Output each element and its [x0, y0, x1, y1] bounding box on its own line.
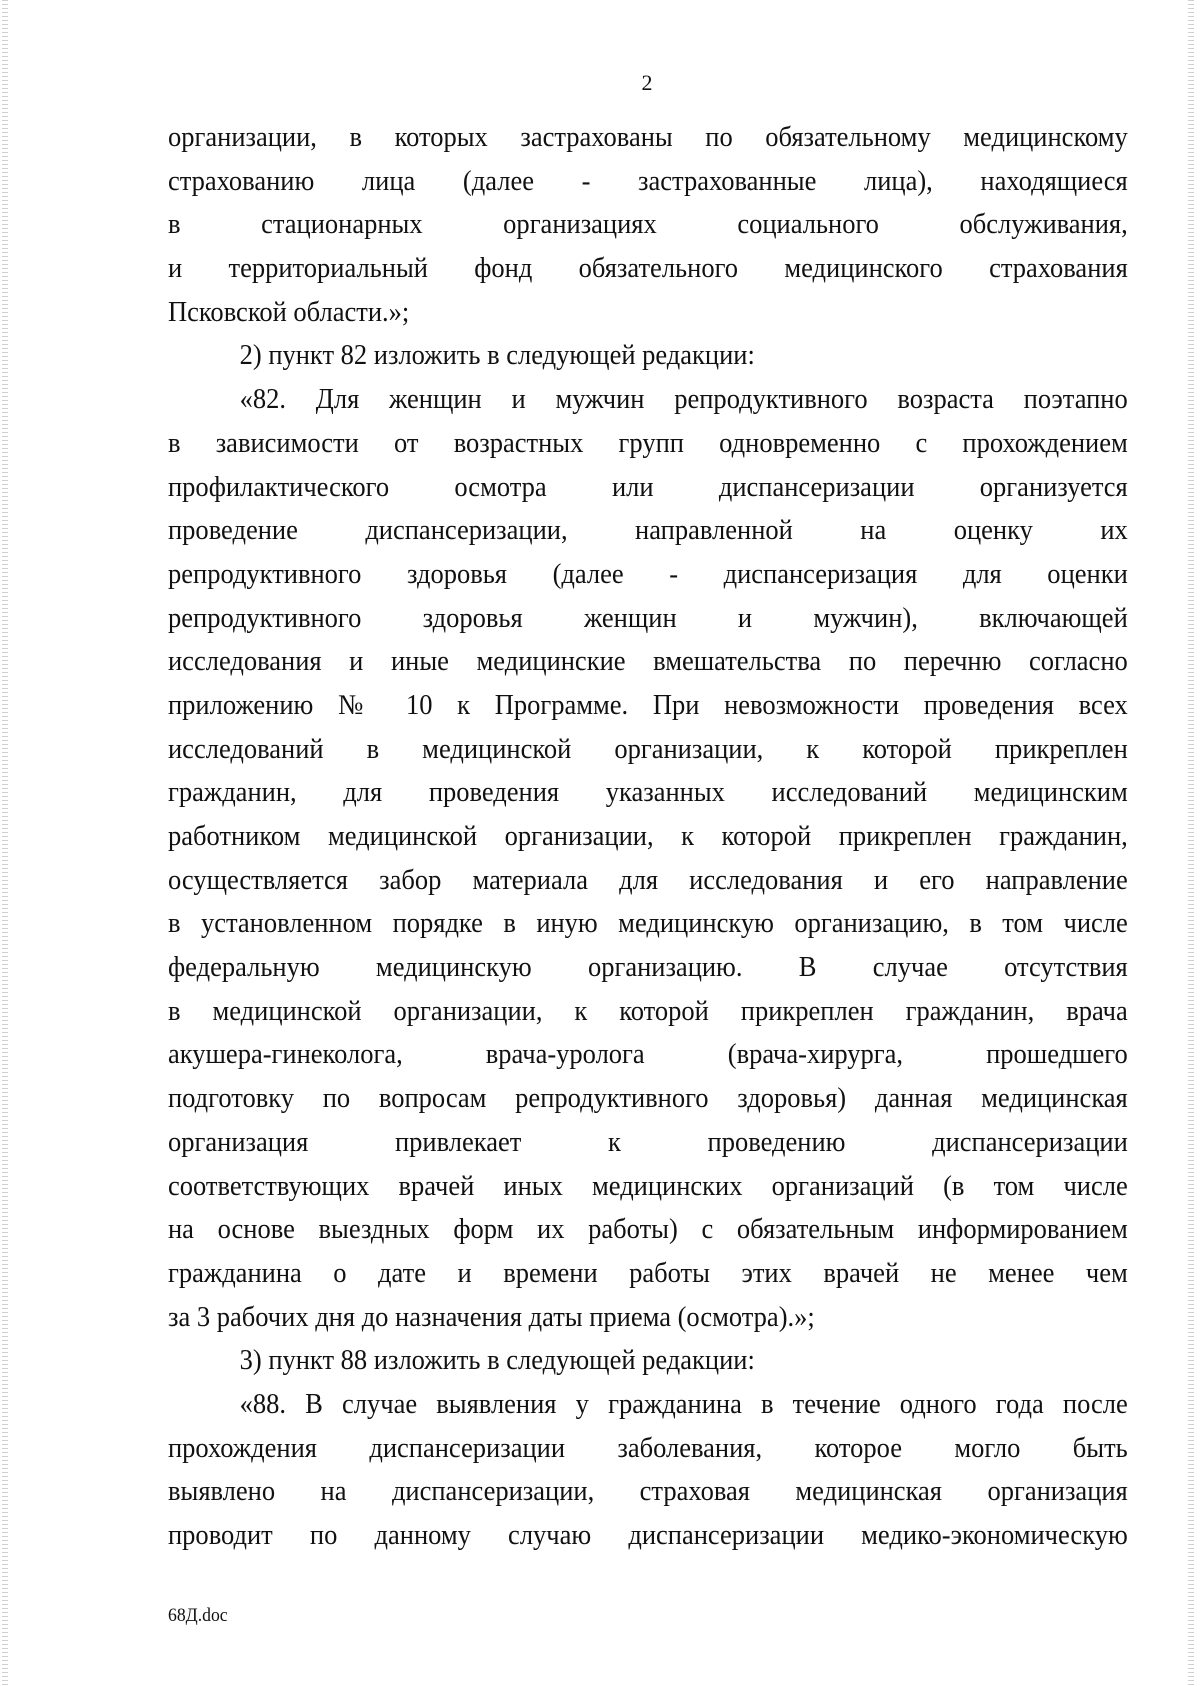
text-line: репродуктивного здоровья женщин и мужчин), включающей: [168, 602, 1128, 634]
text-line: организация привлекает к проведению диспансеризации: [168, 1126, 1128, 1158]
paragraph-item-3-heading: [168, 1339, 1128, 1383]
text-line: 3) пункт 88 изложить в следующей редакции:: [239, 1345, 755, 1377]
text-line: исследования и иные медицинские вмешательства по перечню согласно: [168, 646, 1128, 678]
text-line: проводит по данному случаю диспансеризации медико-экономическую: [168, 1520, 1128, 1551]
text-line: в установленном порядке в иную медицинскую организацию, в том числе: [168, 908, 1128, 940]
text-line: организации, в которых застрахованы по обязательному медицинскому: [168, 122, 1128, 153]
text-line: в зависимости от возрастных групп одновременно с прохождением: [168, 427, 1128, 459]
text-line: приложению № 10 к Программе. При невозможности проведения всех: [168, 689, 1128, 721]
text-line: страхованию лица (далее - застрахованные лица), находящиеся: [168, 165, 1128, 197]
text-line: гражданина о дате и времени работы этих врачей не менее чем: [168, 1257, 1128, 1289]
page-number: 2: [641, 70, 653, 95]
text-line: гражданин, для проведения указанных исследований медицинским: [168, 777, 1128, 809]
paragraph-continuation: [168, 116, 1128, 334]
text-line: 2) пункт 82 изложить в следующей редакции:: [239, 340, 755, 372]
document-body: [168, 116, 1128, 1558]
text-line: подготовку по вопросам репродуктивного здоровья) данная медицинская: [168, 1083, 1128, 1115]
text-line: профилактического осмотра или диспансеризации организуется: [168, 471, 1128, 503]
scan-edge-left: [2, 0, 8, 1686]
text-line: Псковской области.»;: [168, 296, 410, 328]
text-line: прохождения диспансеризации заболевания, которое могло быть: [168, 1432, 1128, 1464]
text-line: «82. Для женщин и мужчин репродуктивного возраста поэтапно: [239, 384, 1128, 416]
text-line: в медицинской организации, к которой прикреплен гражданин, врача: [168, 995, 1128, 1027]
text-line: за 3 рабочих дня до назначения даты приема (осмотра).»;: [168, 1301, 815, 1333]
text-line: акушера-гинеколога, врача-уролога (врача-хирурга, прошедшего: [168, 1039, 1128, 1071]
text-line: проведение диспансеризации, направленной на оценку их: [168, 515, 1128, 547]
paragraph-item-2-heading: [168, 334, 1128, 378]
text-line: выявлено на диспансеризации, страховая медицинская организация: [168, 1476, 1128, 1508]
text-line: в стационарных организациях социального обслуживания,: [168, 209, 1128, 241]
text-line: «88. В случае выявления у гражданина в течение одного года после: [239, 1388, 1128, 1420]
text-line: работником медицинской организации, к которой прикреплен гражданин,: [168, 821, 1128, 852]
text-line: исследований в медицинской организации, к которой прикреплен: [168, 733, 1128, 765]
text-line: соответствующих врачей иных медицинских организаций (в том числе: [168, 1170, 1128, 1202]
text-line: на основе выездных форм их работы) с обязательным информированием: [168, 1214, 1128, 1246]
paragraph-clause-82: [168, 378, 1128, 1339]
text-line: репродуктивного здоровья (далее - диспансеризация для оценки: [168, 558, 1128, 590]
text-line: осуществляется забор материала для исследования и его направление: [168, 864, 1128, 896]
text-line: и территориальный фонд обязательного медицинского страхования: [168, 253, 1128, 285]
paragraph-clause-88: [168, 1383, 1128, 1558]
footer-filename: 68Д.doc: [168, 1605, 228, 1626]
scan-edge-right: [1188, 0, 1194, 1686]
text-line: федеральную медицинскую организацию. В случае отсутствия: [168, 952, 1128, 984]
